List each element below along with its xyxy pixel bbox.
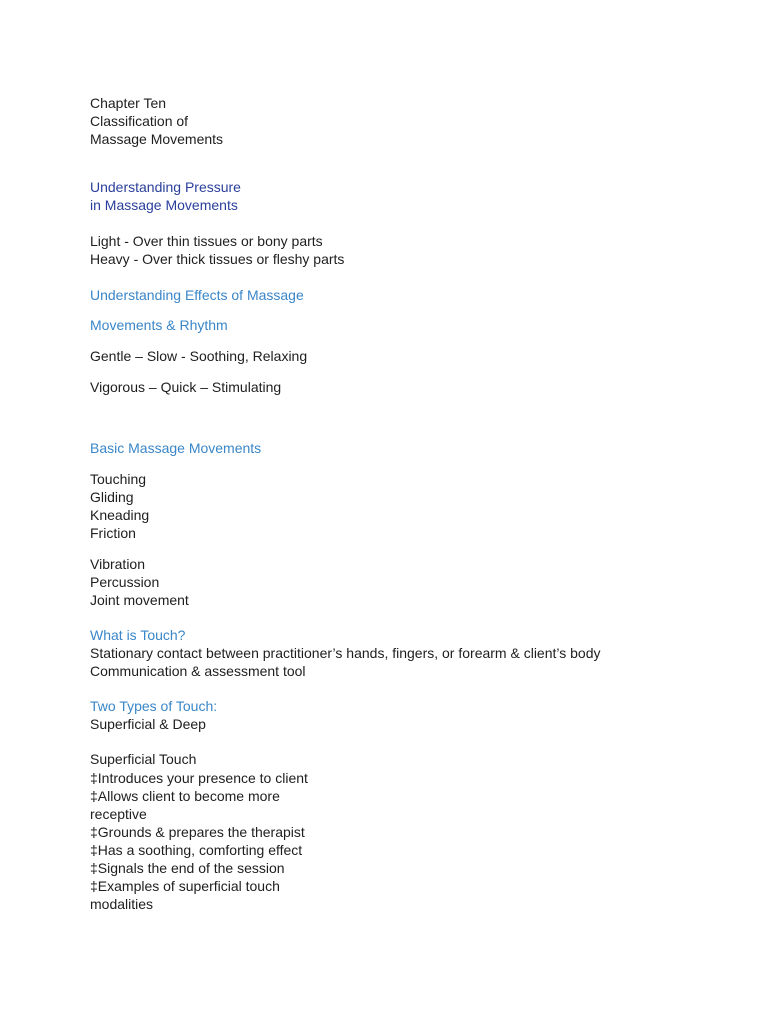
what-is-touch-heading: What is Touch?	[90, 627, 186, 643]
list-item: ‡Has a soothing, comforting effect	[90, 842, 303, 858]
superficial-touch-title: Superficial Touch	[90, 751, 197, 767]
list-item: Vibration	[90, 556, 146, 572]
list-item: modalities	[90, 896, 154, 912]
list-item: ‡Signals the end of the session	[90, 860, 285, 876]
chapter-title-line-2: Massage Movements	[90, 131, 224, 147]
pressure-heading-line-2: in Massage Movements	[90, 197, 238, 213]
pressure-heading-line-1: Understanding Pressure	[90, 179, 241, 195]
basic-movements-group-1	[90, 470, 149, 542]
touch-definition-line-2: Communication & assessment tool	[90, 663, 306, 679]
list-item: Percussion	[90, 574, 160, 590]
list-item: Kneading	[90, 507, 150, 523]
list-item: Gliding	[90, 489, 134, 505]
effects-heading: Understanding Effects of Massage	[90, 287, 304, 303]
touch-definition	[90, 644, 601, 680]
vigorous-line: Vigorous – Quick – Stimulating	[90, 379, 282, 395]
basic-movements-group-2	[90, 555, 189, 609]
list-item: ‡Introduces your presence to client	[90, 770, 308, 786]
pressure-heading	[90, 178, 241, 214]
chapter-title-line-1: Classification of	[90, 113, 189, 129]
basic-movements-heading: Basic Massage Movements	[90, 440, 262, 456]
types-of-touch-value: Superficial & Deep	[90, 716, 206, 732]
rhythm-heading: Movements & Rhythm	[90, 317, 228, 333]
chapter-number: Chapter Ten	[90, 95, 167, 111]
list-item: Joint movement	[90, 592, 189, 608]
list-item: Touching	[90, 471, 147, 487]
touch-definition-line-1: Stationary contact between practitioner’s hands, fingers, or forearm & client’s body	[90, 645, 601, 661]
list-item: ‡Grounds & prepares the therapist	[90, 824, 305, 840]
pressure-item-heavy: Heavy - Over thick tissues or fleshy parts	[90, 251, 345, 267]
list-item: Friction	[90, 525, 136, 541]
list-item: ‡Allows client to become more	[90, 788, 280, 804]
list-item: ‡Examples of superficial touch	[90, 878, 280, 894]
list-item: receptive	[90, 806, 147, 822]
types-of-touch-heading: Two Types of Touch:	[90, 698, 218, 714]
chapter-title	[90, 94, 223, 148]
pressure-item-light: Light - Over thin tissues or bony parts	[90, 233, 323, 249]
superficial-touch-list	[90, 769, 308, 913]
gentle-line: Gentle – Slow - Soothing, Relaxing	[90, 348, 308, 364]
pressure-list	[90, 232, 344, 268]
